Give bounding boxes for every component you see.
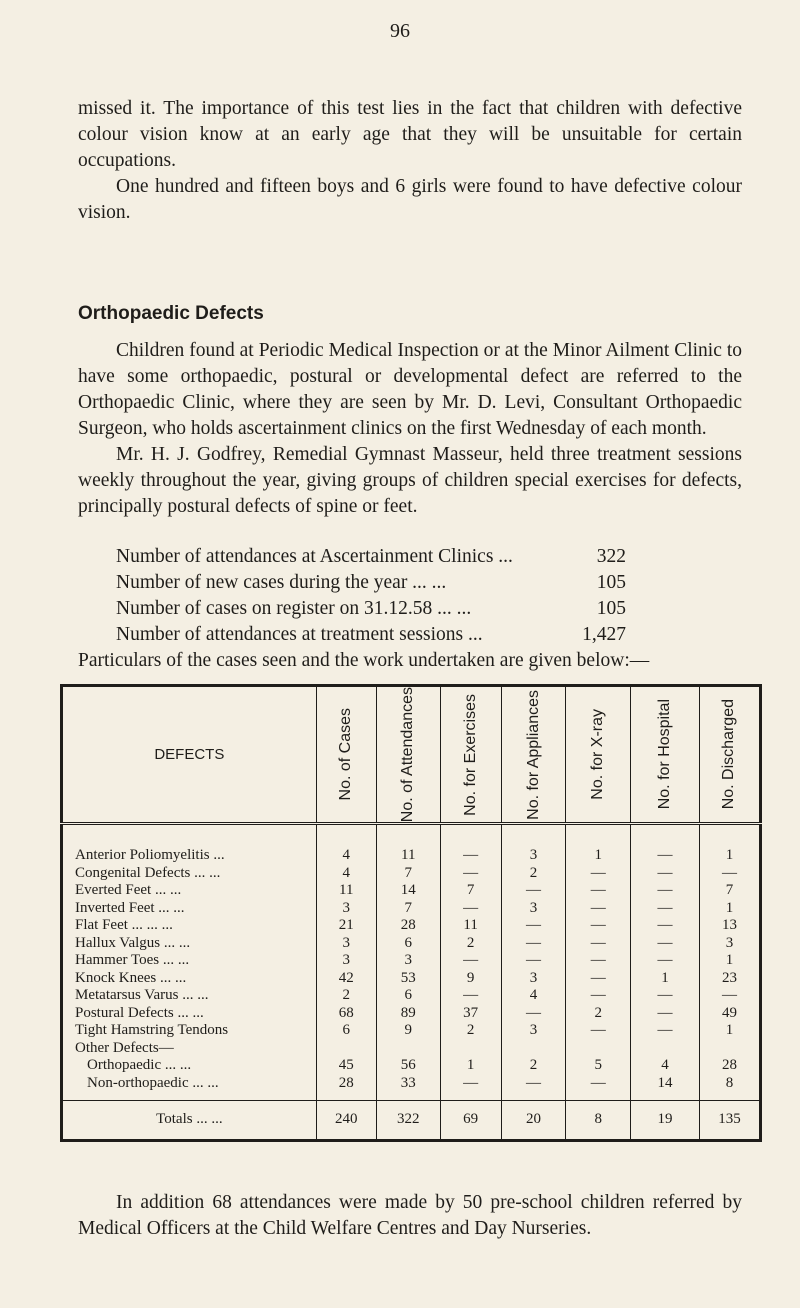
cell: 5: [566, 1057, 631, 1075]
cell: 21: [316, 917, 376, 935]
cell: 7: [376, 900, 440, 918]
cell: [316, 1040, 376, 1058]
cell: 3: [501, 824, 566, 865]
cell: 9: [376, 1022, 440, 1040]
cell: 8: [699, 1075, 760, 1101]
cell: 1: [440, 1057, 501, 1075]
cell: 28: [316, 1075, 376, 1101]
cell: 1: [699, 952, 760, 970]
column-header: No. of Cases: [316, 686, 376, 824]
cell: —: [440, 987, 501, 1005]
column-header: No. for Appliances: [501, 686, 566, 824]
cell: —: [699, 865, 760, 883]
page-number: 96: [390, 20, 410, 42]
cell: —: [631, 952, 700, 970]
cell: —: [631, 1022, 700, 1040]
cell: 322: [376, 1101, 440, 1141]
cell: 3: [316, 900, 376, 918]
row-label: Postural Defects ... ...: [75, 1004, 204, 1021]
row-label: Flat Feet ... ... ...: [75, 917, 173, 934]
cell: 11: [376, 824, 440, 865]
cell: 1: [699, 1022, 760, 1040]
cell: 14: [376, 882, 440, 900]
cell: 6: [376, 935, 440, 953]
cell: 20: [501, 1101, 566, 1141]
cell: 2: [440, 935, 501, 953]
cell: 56: [376, 1057, 440, 1075]
row-label: Congenital Defects ... ...: [75, 864, 221, 881]
cell: —: [566, 900, 631, 918]
cell: 14: [631, 1075, 700, 1101]
cell: 9: [440, 970, 501, 988]
cell: —: [566, 865, 631, 883]
cell: 4: [631, 1057, 700, 1075]
paragraph: missed it. The importance of this test lies in the fact that children with defective colour vision know at an early age that they will be unsuitable for certain occupations.: [78, 98, 742, 171]
cell: 7: [699, 882, 760, 900]
table-row: [62, 882, 761, 900]
cell: —: [501, 1075, 566, 1101]
cell: 3: [501, 1022, 566, 1040]
cell: 1: [699, 824, 760, 865]
table-row: [62, 1022, 761, 1040]
column-header: DEFECTS: [62, 686, 317, 824]
cell: —: [631, 900, 700, 918]
cell: [699, 1040, 760, 1058]
cell: —: [566, 882, 631, 900]
cell: —: [566, 917, 631, 935]
cell: 69: [440, 1101, 501, 1141]
cell: 240: [316, 1101, 376, 1141]
stat-line: Number of attendances at Ascertainment Clinics ... 322: [116, 546, 626, 567]
cell: —: [631, 1005, 700, 1023]
cell: 49: [699, 1005, 760, 1023]
cell: 53: [376, 970, 440, 988]
cell: 8: [566, 1101, 631, 1141]
cell: —: [501, 1005, 566, 1023]
table-row: [62, 824, 761, 865]
cell: [501, 1040, 566, 1058]
stat-line: Number of attendances at treatment sessions ... 1,427: [116, 624, 626, 645]
cell: —: [501, 882, 566, 900]
cell: 37: [440, 1005, 501, 1023]
table-row: [62, 1075, 761, 1101]
column-header: No. for Hospital: [631, 686, 700, 824]
column-header: No. Discharged: [699, 686, 760, 824]
cell: 4: [501, 987, 566, 1005]
paragraph: In addition 68 attendances were made by 50 pre-school children referred by Medical Officers at the Child Welfare Centres and Day Nurseries.: [78, 1192, 742, 1239]
table-row: [62, 1040, 761, 1058]
cell: 6: [376, 987, 440, 1005]
cell: —: [566, 1022, 631, 1040]
cell: [440, 1040, 501, 1058]
cell: 2: [501, 1057, 566, 1075]
cell: —: [440, 1075, 501, 1101]
row-label: Tight Hamstring Tendons: [75, 1022, 229, 1039]
cell: —: [501, 917, 566, 935]
cell: 1: [699, 900, 760, 918]
cell: —: [631, 882, 700, 900]
row-label: Orthopaedic ... ...: [87, 1057, 192, 1074]
stat-line: Number of new cases during the year ... ... 105: [116, 572, 626, 593]
table-row: [62, 865, 761, 883]
cell: 3: [699, 935, 760, 953]
table-row: [62, 1057, 761, 1075]
cell: 3: [501, 900, 566, 918]
table-row: [62, 952, 761, 970]
cell: 2: [501, 865, 566, 883]
cell: —: [501, 952, 566, 970]
cell: 6: [316, 1022, 376, 1040]
stat-line: Number of cases on register on 31.12.58 ... ... 105: [116, 598, 626, 619]
cell: 1: [566, 824, 631, 865]
cell: —: [440, 900, 501, 918]
column-header: No. for X-ray: [566, 686, 631, 824]
cell: 45: [316, 1057, 376, 1075]
cell: [376, 1040, 440, 1058]
cell: —: [566, 935, 631, 953]
cell: 42: [316, 970, 376, 988]
cell: 28: [376, 917, 440, 935]
cell: —: [566, 987, 631, 1005]
column-header: No. for Exercises: [440, 686, 501, 824]
row-label: Inverted Feet ... ...: [75, 899, 185, 916]
cell: —: [631, 917, 700, 935]
paragraph: Children found at Periodic Medical Inspection or at the Minor Ailment Clinic to have some orthopaedic, postural or developmental defect are referred to the Orthopaedic Clinic, where they are seen by Mr. D. Levi, Consultant Orthopaedic Surgeon, who holds ascertainment clinics on the first Wednesday of each month.: [78, 340, 742, 439]
table-row: [62, 900, 761, 918]
cell: —: [699, 987, 760, 1005]
table-row: [62, 987, 761, 1005]
cell: 11: [440, 917, 501, 935]
cell: —: [631, 987, 700, 1005]
row-label: Metatarsus Varus ... ...: [75, 987, 209, 1004]
row-label: Other Defects—: [75, 1039, 174, 1056]
cell: —: [566, 970, 631, 988]
cell: 68: [316, 1005, 376, 1023]
row-label: Knock Knees ... ...: [75, 969, 187, 986]
row-label: Non-orthopaedic ... ...: [87, 1074, 219, 1091]
defects-table: [60, 684, 762, 1142]
cell: 2: [440, 1022, 501, 1040]
table-intro: Particulars of the cases seen and the work undertaken are given below:—: [78, 650, 650, 671]
paragraph: Mr. H. J. Godfrey, Remedial Gymnast Masseur, held three treatment sessions weekly throughout the year, giving groups of children special exercises for defects, principally postural defects of spine or feet.: [78, 444, 742, 517]
cell: —: [440, 952, 501, 970]
row-label: Hallux Valgus ... ...: [75, 934, 191, 951]
cell: —: [631, 824, 700, 865]
cell: 33: [376, 1075, 440, 1101]
cell: 4: [316, 865, 376, 883]
row-label: Everted Feet ... ...: [75, 882, 182, 899]
table-row: [62, 935, 761, 953]
cell: [631, 1040, 700, 1058]
row-label: Hammer Toes ... ...: [75, 952, 190, 969]
row-label: Totals ... ...: [62, 1101, 317, 1141]
cell: 7: [376, 865, 440, 883]
row-label: Anterior Poliomyelitis ...: [75, 847, 225, 864]
cell: 19: [631, 1101, 700, 1141]
column-header: No. of Attendances: [376, 686, 440, 824]
cell: —: [631, 935, 700, 953]
cell: —: [631, 865, 700, 883]
cell: —: [440, 824, 501, 865]
cell: —: [440, 865, 501, 883]
cell: 3: [376, 952, 440, 970]
cell: —: [566, 1075, 631, 1101]
table-row: [62, 970, 761, 988]
cell: 89: [376, 1005, 440, 1023]
cell: 1: [631, 970, 700, 988]
cell: 13: [699, 917, 760, 935]
cell: 23: [699, 970, 760, 988]
cell: 3: [316, 952, 376, 970]
cell: 2: [316, 987, 376, 1005]
cell: 7: [440, 882, 501, 900]
cell: 28: [699, 1057, 760, 1075]
totals-row: [62, 1101, 761, 1141]
cell: —: [566, 952, 631, 970]
paragraph: One hundred and fifteen boys and 6 girls were found to have defective colour vision.: [78, 176, 742, 223]
cell: 2: [566, 1005, 631, 1023]
cell: —: [501, 935, 566, 953]
cell: 3: [316, 935, 376, 953]
section-heading: Orthopaedic Defects: [78, 303, 264, 324]
cell: 3: [501, 970, 566, 988]
cell: 11: [316, 882, 376, 900]
cell: [566, 1040, 631, 1058]
table-row: [62, 917, 761, 935]
table-row: [62, 1005, 761, 1023]
cell: 135: [699, 1101, 760, 1141]
cell: 4: [316, 824, 376, 865]
